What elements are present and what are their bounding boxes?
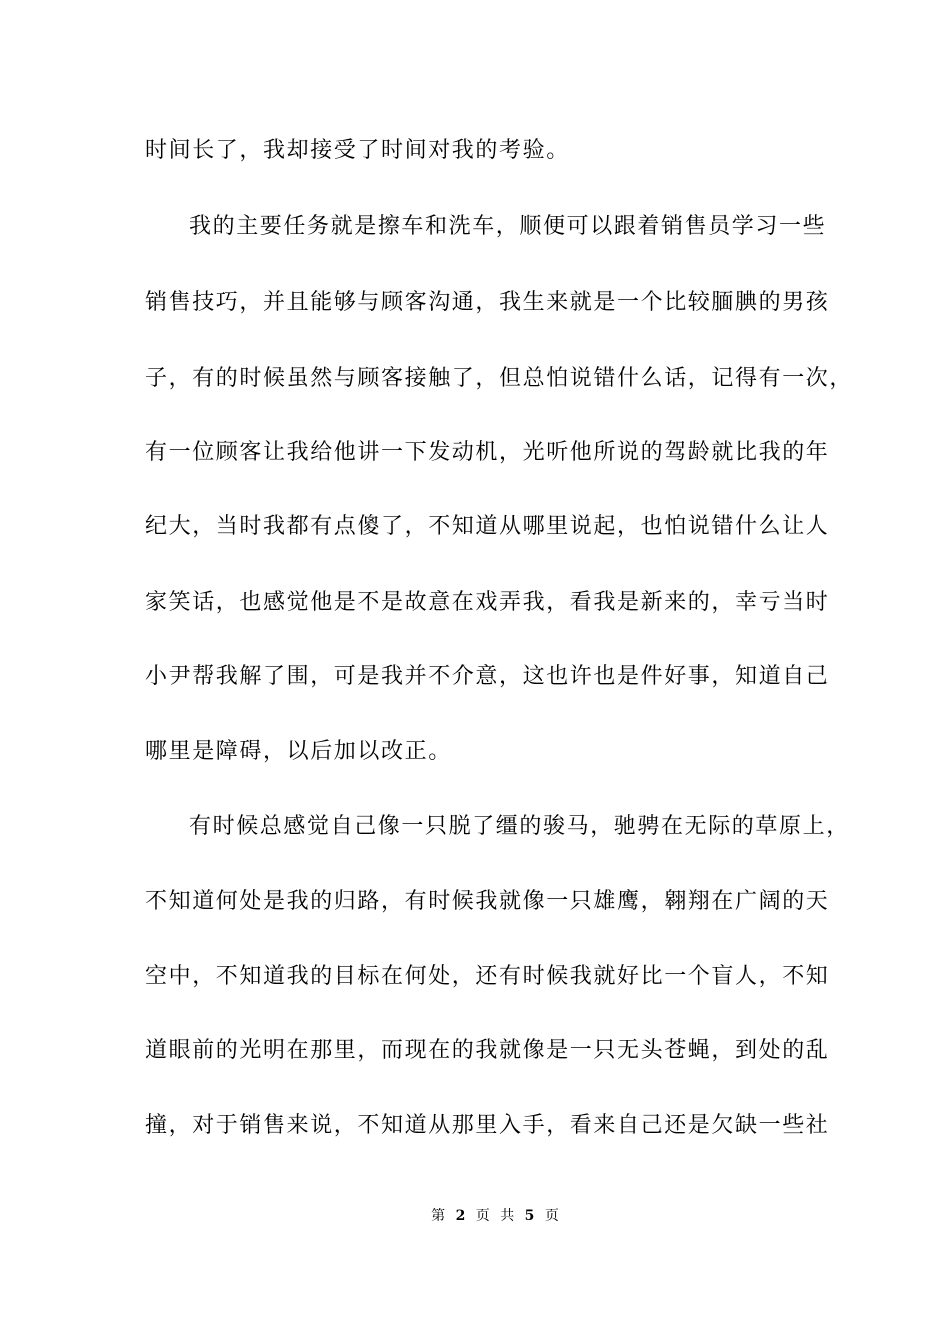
footer-page-unit: 页 bbox=[475, 1208, 490, 1224]
footer-prefix: 第 bbox=[431, 1208, 446, 1224]
text-line: 空中，不知道我的目标在何处，还有时候我就好比一个盲人，不知 bbox=[145, 964, 830, 989]
text-line: 销售技巧，并且能够与顾客沟通，我生来就是一个比较腼腆的男孩 bbox=[145, 290, 830, 315]
text-line: 撞，对于销售来说，不知道从那里入手，看来自己还是欠缺一些社 bbox=[145, 1113, 830, 1138]
text-line: 有一位顾客让我给他讲一下发动机，光听他所说的驾龄就比我的年 bbox=[145, 440, 830, 465]
footer-page-number: 2 bbox=[455, 1208, 466, 1224]
text-line: 家笑话，也感觉他是不是故意在戏弄我，看我是新来的，幸亏当时 bbox=[145, 590, 830, 615]
page-footer bbox=[0, 1206, 950, 1226]
footer-total-unit: 页 bbox=[544, 1208, 559, 1224]
text-line: 时间长了，我却接受了时间对我的考验。 bbox=[145, 138, 570, 163]
text-line: 道眼前的光明在那里，而现在的我就像是一只无头苍蝇，到处的乱 bbox=[145, 1038, 830, 1063]
paragraph-first-line: 有时候总感觉自己像一只脱了缰的骏马，驰骋在无际的草原上， bbox=[189, 814, 850, 839]
text-line: 小尹帮我解了围，可是我并不介意，这也许也是件好事，知道自己 bbox=[145, 664, 830, 689]
text-line: 纪大，当时我都有点傻了，不知道从哪里说起，也怕说错什么让人 bbox=[145, 514, 830, 539]
text-line: 子，有的时候虽然与顾客接触了，但总怕说错什么话，记得有一次， bbox=[145, 366, 854, 391]
text-line: 不知道何处是我的归路，有时候我就像一只雄鹰，翱翔在广阔的天 bbox=[145, 889, 830, 914]
footer-total-pages: 5 bbox=[524, 1208, 535, 1224]
paragraph-first-line: 我的主要任务就是擦车和洗车，顺便可以跟着销售员学习一些 bbox=[189, 214, 827, 239]
text-line: 哪里是障碍，以后加以改正。 bbox=[145, 739, 452, 764]
footer-total-prefix: 共 bbox=[500, 1208, 515, 1224]
